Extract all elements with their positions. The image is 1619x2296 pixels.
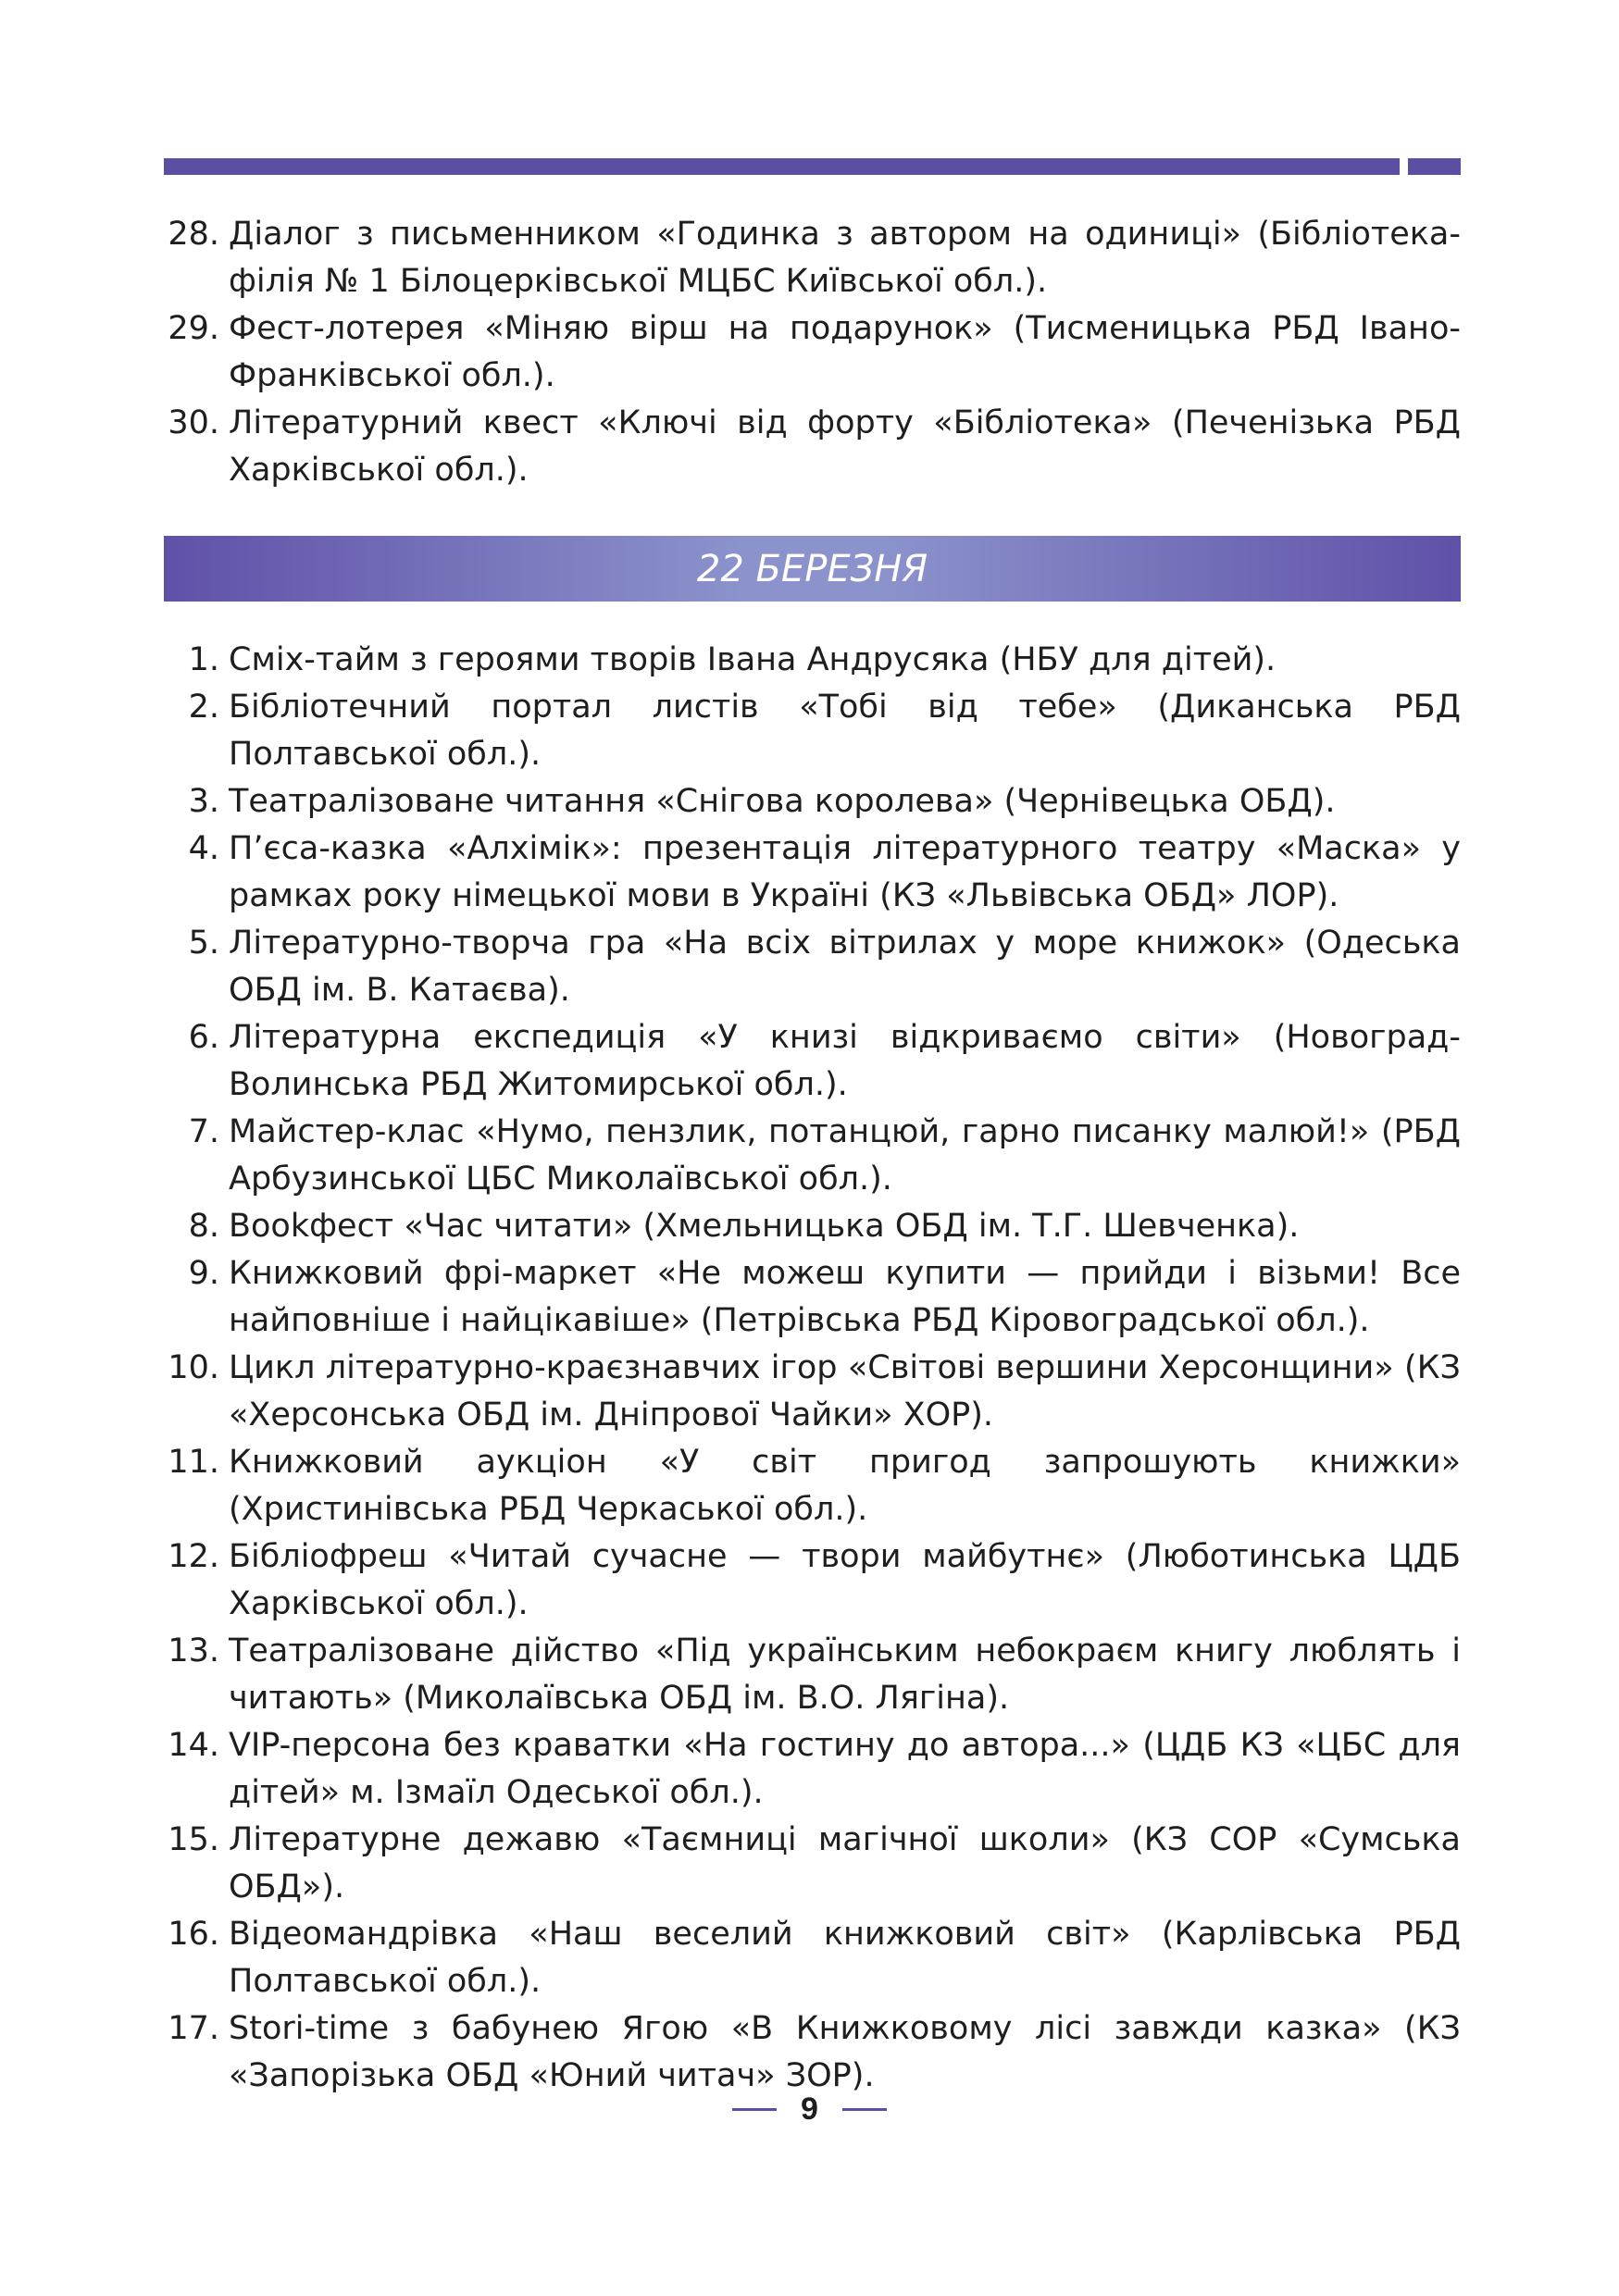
item-text: Книжковий фрі-маркет «Не можеш купити — прийди і візьми! Все найповніше і найцікавіше» (Петрівська РБД Кіровоградської обл.). xyxy=(229,1255,1461,1339)
item-number: 13. xyxy=(168,1632,219,1669)
item-text: Літературне дежавю «Таємниці магічної школи» (КЗ СОР «Сумська ОБД»). xyxy=(229,1821,1461,1905)
item-text: Літературний квест «Ключі від форту «Бібліотека» (Печенізька РБД Харківської обл.). xyxy=(229,404,1461,489)
page-footer xyxy=(0,2091,1619,2128)
list-item xyxy=(164,2005,1461,2100)
item-text: Літературно-творча гра «На всіх вітрилах у море книжок» (Одеська ОБД ім. В. Катаєва). xyxy=(229,925,1461,1009)
event-list xyxy=(164,637,1461,2100)
section-title: 22 БЕРЕЗНЯ xyxy=(696,547,928,590)
item-text: Відеомандрівка «Наш веселий книжковий світ» (Карлівська РБД Полтавської обл.). xyxy=(229,1916,1461,2000)
item-number: 15. xyxy=(168,1821,219,1858)
list-item xyxy=(164,637,1461,684)
item-number: 17. xyxy=(168,2010,219,2047)
list-item xyxy=(164,1533,1461,1628)
item-number: 2. xyxy=(188,689,219,726)
item-text: Діалог з письменником «Годинка з автором на одиниці» (Бібліотека-філія № 1 Білоцерківської МЦБС Київської обл.). xyxy=(229,216,1461,300)
list-item xyxy=(164,400,1461,494)
item-number: 9. xyxy=(188,1255,219,1292)
item-text: П’єса-казка «Алхімік»: презентація літературного театру «Маска» у рамках року німецької мови в Україні (КЗ «Львівська ОБД» ЛОР). xyxy=(229,830,1461,914)
header-rule xyxy=(164,158,1400,175)
list-item xyxy=(164,825,1461,920)
item-text: Сміх-тайм з героями творів Івана Андрусяка (НБУ для дітей). xyxy=(229,641,1277,678)
item-number: 1. xyxy=(188,641,219,678)
list-item xyxy=(164,1250,1461,1345)
list-item xyxy=(164,1109,1461,1203)
item-text: Театралізоване читання «Снігова королева» (Чернівецька ОБД). xyxy=(229,783,1336,820)
list-item xyxy=(164,1014,1461,1109)
section-header xyxy=(164,536,1461,602)
item-number: 7. xyxy=(188,1113,219,1150)
item-number: 28. xyxy=(168,216,219,253)
list-item xyxy=(164,778,1461,825)
item-number: 8. xyxy=(188,1208,219,1245)
item-number: 10. xyxy=(168,1349,219,1386)
list-item xyxy=(164,1911,1461,2005)
item-text: Театралізоване дійство «Під українським небокраєм книгу люблять і читають» (Миколаївська ОБД ім. В.О. Лягіна). xyxy=(229,1632,1461,1717)
list-item xyxy=(164,1817,1461,1911)
item-number: 12. xyxy=(168,1538,219,1575)
page-number: 9 xyxy=(801,2091,818,2127)
top-list xyxy=(164,211,1461,494)
list-item xyxy=(164,305,1461,400)
list-item xyxy=(164,211,1461,305)
list-item xyxy=(164,1345,1461,1439)
item-text: VIP-персона без краватки «На гостину до автора...» (ЦДБ КЗ «ЦБС для дітей» м. Ізмаїл Одеської обл.). xyxy=(229,1727,1461,1811)
item-number: 4. xyxy=(188,830,219,867)
item-text: Bookфест «Час читати» (Хмельницька ОБД ім. Т.Г. Шевченка). xyxy=(229,1208,1300,1245)
list-item xyxy=(164,1722,1461,1817)
item-number: 29. xyxy=(168,310,219,347)
item-text: Бібліофреш «Читай сучасне — твори майбутнє» (Люботинська ЦДБ Харківської обл.). xyxy=(229,1538,1461,1622)
item-number: 11. xyxy=(168,1444,219,1481)
list-item xyxy=(164,1628,1461,1722)
list-item xyxy=(164,920,1461,1014)
footer-dash-right xyxy=(842,2108,887,2111)
item-text: Літературна експедиція «У книзі відкриваємо світи» (Новоград-Волинська РБД Житомирської обл.). xyxy=(229,1019,1461,1103)
header-rule-tail xyxy=(1408,158,1461,175)
item-number: 30. xyxy=(168,404,219,441)
item-text: Майстер-клас «Нумо, пензлик, потанцюй, гарно писанку малюй!» (РБД Арбузинської ЦБС Миколаївської обл.). xyxy=(229,1113,1461,1198)
item-number: 6. xyxy=(188,1019,219,1056)
footer-dash-left xyxy=(732,2108,777,2111)
item-number: 3. xyxy=(188,783,219,820)
item-text: Книжковий аукціон «У світ пригод запрошують книжки» (Христинівська РБД Черкаської обл.). xyxy=(229,1444,1461,1528)
item-number: 16. xyxy=(168,1916,219,1953)
item-number: 14. xyxy=(168,1727,219,1764)
item-text: Цикл літературно-краєзнавчих ігор «Світові вершини Херсонщини» (КЗ «Херсонська ОБД ім. Дніпрової Чайки» ХОР). xyxy=(229,1349,1461,1433)
item-text: Бібліотечний портал листів «Тобі від тебе» (Диканська РБД Полтавської обл.). xyxy=(229,689,1461,773)
list-item xyxy=(164,1203,1461,1250)
item-text: Stori-time з бабунею Ягою «В Книжковому лісі завжди казка» (КЗ «Запорізька ОБД «Юний читач» ЗОР). xyxy=(229,2010,1461,2094)
list-item xyxy=(164,684,1461,778)
item-number: 5. xyxy=(188,925,219,962)
item-text: Фест-лотерея «Міняю вірш на подарунок» (Тисменицька РБД Івано-Франківської обл.). xyxy=(229,310,1461,394)
list-item xyxy=(164,1439,1461,1533)
